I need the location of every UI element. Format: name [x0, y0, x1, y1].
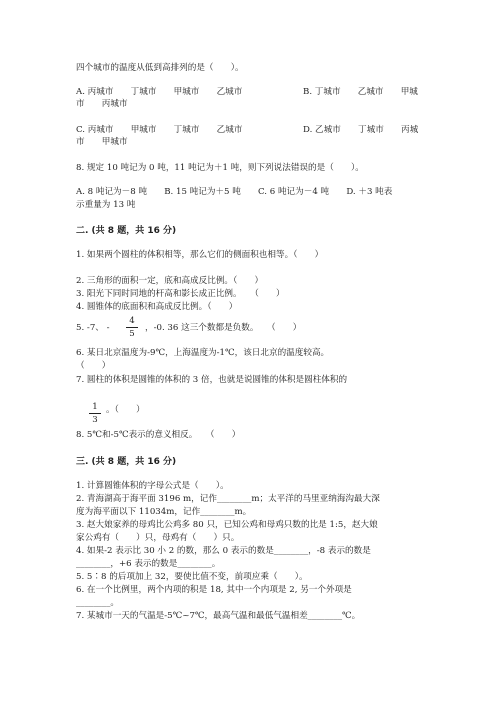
q8-stem: 8. 规定 10 吨记为 0 吨，11 吨记为＋1 吨，则下列说法错误的是（ ）。 [76, 163, 364, 173]
s3-question-2: 2. 青海湖高于海平面 3196 m，记作________m；太平洋的马里亚纳海沟最大深 [76, 494, 380, 504]
s3-question-4-continued: ________，+6 表示的数是________。 [76, 559, 221, 569]
s2-question-7-suffix: 。（ ） [106, 405, 145, 415]
fraction-denominator: 5 [129, 329, 135, 339]
q7-option-c: C. 丙城市 甲城市 丁城市 乙城市 [76, 125, 243, 135]
s3-question-4: 4. 如果-2 表示比 30 小 2 的数，那么 0 表示的数是________，-8 表示的数是 [76, 546, 371, 556]
q7-option-a: A. 丙城市 丁城市 甲城市 乙城市 [76, 87, 243, 97]
q7-option-d: D. 乙城市 丁城市 丙城 [303, 125, 419, 135]
fraction-bar [126, 327, 138, 328]
section-2-heading: 二. (共 8 题，共 16 分) [76, 226, 177, 236]
s2-question-5-suffix: ，-0. 36 这三个数都是负数。 （ ） [145, 323, 302, 333]
fraction-denominator: 3 [92, 415, 98, 425]
s2-question-7: 7. 圆柱的体积是圆锥的体积的 3 倍，也就是说圆锥的体积是圆柱体积的 [76, 375, 348, 385]
q7-option-b: B. 丁城市 乙城市 甲城 [303, 87, 418, 97]
s2-question-1: 1. 如果两个圆柱的体积相等，那么它们的侧面积也相等。（ ） [76, 250, 324, 260]
s2-question-7-fraction [89, 402, 101, 425]
fraction-numerator: 1 [92, 402, 98, 412]
q7-option-a-continued: 市 丙城市 [76, 99, 128, 109]
s2-question-4: 4. 圆锥体的底面积和高成反比例。（ ） [76, 302, 238, 312]
q8-options: A. 8 吨记为－8 吨 B. 15 吨记为＋5 吨 C. 6 吨记为－4 吨 D. ＋3 吨表 [76, 187, 393, 197]
s2-question-3: 3. 阳光下同时同地的杆高和影长成正比例。 （ ） [76, 289, 285, 299]
q7-option-c-continued: 市 甲城市 [76, 137, 128, 147]
s2-question-6: 6. 某日北京温度为-9℃，上海温度为-1℃，该日北京的温度较高。 [76, 348, 330, 358]
s3-question-3-continued: 家公鸡有（ ）只，母鸡有（ ）只。 [76, 533, 240, 543]
s2-question-6-continued: （ ） [76, 361, 111, 371]
s2-question-5-prefix: 5. -7、 - [76, 323, 110, 333]
q8-options-continued: 示重量为 13 吨 [76, 200, 136, 210]
s2-question-8: 8. 5℃和-5℃表示的意义相反。 （ ） [76, 430, 241, 440]
s3-question-6: 6. 在一个比例里，两个内项的积是 18, 其中一个内项是 2, 另一个外项是 [76, 585, 352, 595]
s3-question-2-continued: 度为海平面以下 11034m，记作________m。 [76, 507, 252, 517]
s3-question-1: 1. 计算圆锥体积的字母公式是（ ）。 [76, 481, 229, 491]
s2-question-2: 2. 三角形的面积一定，底和高成反比例。（ ） [76, 276, 264, 286]
fraction-numerator: 4 [129, 316, 135, 326]
section-3-heading: 三. (共 8 题，共 16 分) [76, 457, 177, 467]
s2-question-5-fraction [126, 316, 138, 339]
s3-question-5: 5. 5∶8 的后项加上 32，要使比值不变，前项应乘（ ）。 [76, 572, 308, 582]
fraction-bar [89, 413, 101, 414]
q7-stem: 四个城市的温度从低到高排列的是（ ）。 [76, 63, 244, 73]
s3-question-3: 3. 赵大娘家养的母鸡比公鸡多 80 只，已知公鸡和母鸡只数的比是 1:5，赵大娘 [76, 520, 378, 530]
s3-question-7: 7. 某城市一天的气温是-5℃~7℃，最高气温和最低气温相差________℃。 [76, 611, 361, 621]
s3-question-6-continued: ________。 [76, 598, 119, 608]
